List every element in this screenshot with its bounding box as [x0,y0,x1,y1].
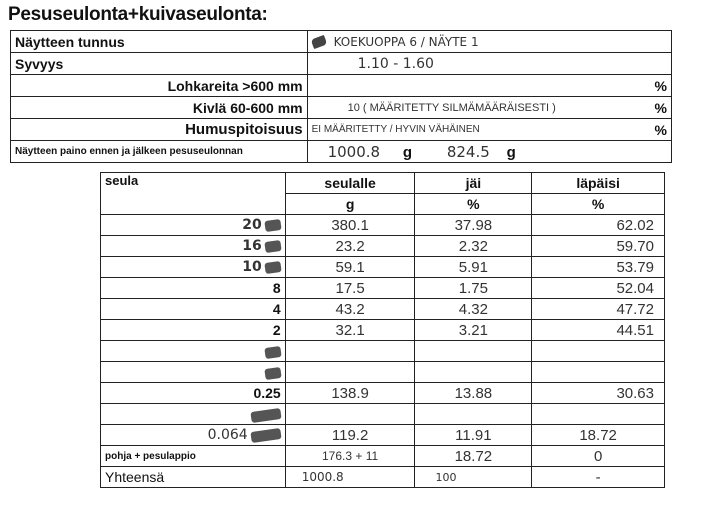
table-row [101,320,665,341]
unit-percent-passing: % [532,194,665,215]
sample-info-table [10,30,672,163]
col-sieve-header: seula [101,173,286,215]
retained-pct-cell: 13.88 [415,383,532,404]
table-row [101,404,665,425]
sieve-size: 10 [242,259,262,275]
bottom-row [101,446,665,467]
col-passing-header: läpäisi [532,173,665,194]
sieve-size: 8 [101,278,286,299]
stones-percent: % [647,97,672,119]
table-row [101,341,665,362]
depth-value: 1.10 - 1.60 [307,53,671,75]
weight-after: 824.5 [446,142,490,161]
sieve-size: 4 [101,299,286,320]
grams-cell: 138.9 [285,383,415,404]
weight-label: Näytteen paino ennen ja jälkeen pesuseulonnan [11,141,308,163]
grams-cell: 59.1 [285,257,415,278]
table-row [101,278,665,299]
passing-pct-cell: 62.02 [532,215,665,236]
grams-cell: 23.2 [285,236,415,257]
table-row [101,215,665,236]
humus-label: Humuspitoisuus [11,119,308,141]
sieve-size: 2 [101,320,286,341]
total-pct: 100 [415,467,532,488]
boulders-label: Lohkareita >600 mm [11,75,308,97]
grams-cell: 43.2 [285,299,415,320]
total-label: Yhteensä [101,467,286,488]
total-grams: 1000.8 [285,467,415,488]
passing-pct-cell: 44.51 [532,320,665,341]
sieve-header-row [101,173,665,194]
stones-row [11,97,672,119]
scribble-mark [264,239,281,252]
retained-pct-cell: 11.91 [415,425,532,446]
sieve-size: 16 [242,238,262,254]
sample-id-label: Näytteen tunnus [11,31,308,53]
table-row [101,362,665,383]
passing-pct-cell: 18.72 [532,425,665,446]
retained-pct-cell: 3.21 [415,320,532,341]
scribble-mark [250,408,281,423]
scribble-mark [264,218,281,231]
retained-pct-cell: 37.98 [415,215,532,236]
bottom-pct: 18.72 [415,446,532,467]
boulders-row [11,75,672,97]
passing-pct-cell: 47.72 [532,299,665,320]
depth-row [11,53,672,75]
bottom-grams: 176.3 + 11 [285,446,415,467]
sample-id-value: KOEKUOPPA 6 / NÄYTE 1 [333,34,479,49]
total-row [101,467,665,488]
humus-percent: % [647,119,672,141]
unit-percent-remained: % [415,194,532,215]
unit-grams: g [285,194,415,215]
passing-pct-cell: 30.63 [532,383,665,404]
grams-cell: 32.1 [285,320,415,341]
weight-row [11,141,672,163]
boulders-percent: % [647,75,672,97]
table-row [101,383,665,404]
scribble-mark [264,260,281,273]
bottom-passing: 0 [532,446,665,467]
grams-cell: 17.5 [285,278,415,299]
passing-pct-cell: 59.70 [532,236,665,257]
col-remained-header: jäi [415,173,532,194]
weight-before: 1000.8 [327,142,381,161]
weight-before-unit: g [402,143,413,161]
scribble-mark [264,367,281,380]
retained-pct-cell: 2.32 [415,236,532,257]
humus-value: EI MÄÄRITETTY / HYVIN VÄHÄINEN [307,119,646,141]
table-row [101,425,665,446]
table-row [101,299,665,320]
sample-id-row [11,31,672,53]
sieve-size: 20 [242,217,262,233]
passing-pct-cell: 52.04 [532,278,665,299]
retained-pct-cell: 5.91 [415,257,532,278]
retained-pct-cell: 4.32 [415,299,532,320]
grams-cell: 380.1 [285,215,415,236]
sieve-size: 0.25 [101,383,286,404]
retained-pct-cell: 1.75 [415,278,532,299]
stones-label: Kivlä 60-600 mm [11,97,308,119]
sieve-size: 0.064 [207,427,248,443]
weight-after-unit: g [506,143,516,161]
bottom-label: pohja + pesulappio [101,446,286,467]
total-passing: - [532,467,665,488]
depth-label: Syvyys [11,53,308,75]
page-title: Pesuseulonta+kuivaseulonta: [8,4,268,25]
boulders-value [307,75,646,97]
scribble-mark [250,427,281,442]
scribble-mark [310,35,327,49]
stones-value: 10 ( MÄÄRITETTY SILMÄMÄÄRÄISESTI ) [307,97,646,119]
table-row [101,236,665,257]
passing-pct-cell: 53.79 [532,257,665,278]
sieve-table [100,172,665,488]
grams-cell: 119.2 [285,425,415,446]
col-retained-header: seulalle [285,173,415,194]
scribble-mark [264,346,281,359]
humus-row [11,119,672,141]
table-row [101,257,665,278]
